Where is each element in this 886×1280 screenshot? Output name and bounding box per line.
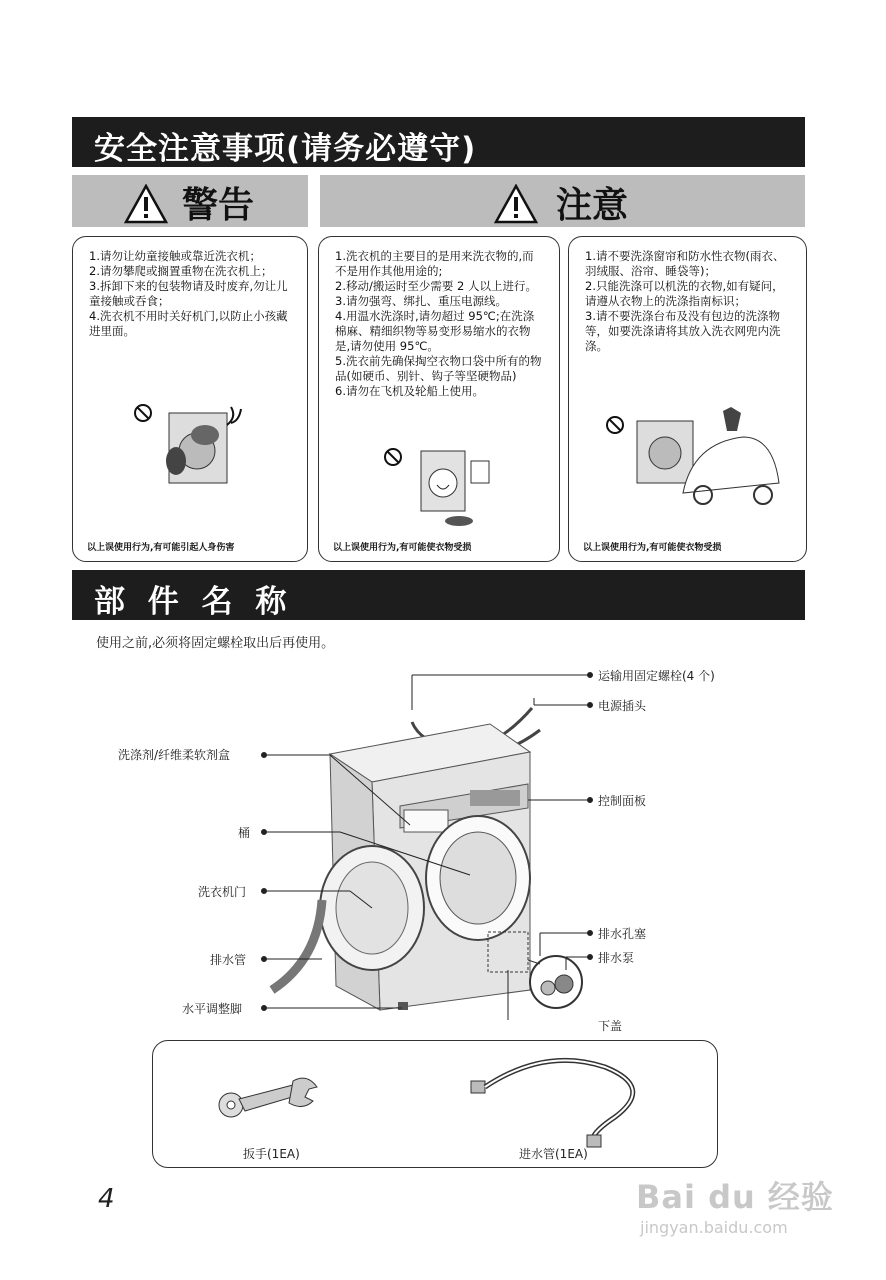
washer-diagram [0, 660, 886, 1020]
watermark [636, 1150, 836, 1250]
label-detergent-box: 洗涤剂/纤维柔软剂盒 [118, 748, 231, 762]
warning-triangle-icon [124, 184, 168, 224]
list-item: 2.请勿攀爬或搁置重物在洗衣机上； [89, 264, 273, 278]
warning-list [89, 249, 293, 339]
warning-bar [72, 175, 308, 227]
accessories-box [152, 1040, 718, 1168]
safety-title-bar [72, 117, 805, 167]
label-control-panel: 控制面板 [598, 794, 647, 808]
warning-label: 警告 [182, 185, 255, 226]
caution-triangle-icon [494, 184, 538, 224]
label-power-plug: 电源插头 [598, 699, 647, 713]
list-item: 2.只能洗涤可以机洗的衣物,如有疑问，请遵从衣物上的洗涤指南标识； [585, 279, 784, 308]
label-door: 洗衣机门 [198, 885, 247, 899]
label-drain-pump: 排水泵 [598, 951, 635, 965]
inlet-hose-caption: 进水管(1EA) [519, 1147, 588, 1161]
watermark-brand: Bai du 经验 [636, 1178, 834, 1216]
label-drain-plug: 排水孔塞 [598, 927, 647, 941]
caution-footer-usage: 以上误使用行为,有可能使衣物受损 [333, 543, 472, 553]
wrench-caption: 扳手(1EA) [243, 1147, 300, 1161]
watermark-url: jingyan.baidu.com [640, 1218, 788, 1237]
parts-intro: 使用之前,必须将固定螺栓取出后再使用。 [96, 636, 335, 651]
parts-title: 部 件 名 称 [94, 584, 293, 620]
list-item: 5.洗衣前先确保掏空衣物口袋中所有的物品(如硬币、别针、钩子等坚硬物品) [335, 354, 542, 383]
list-item: 2.移动/搬运时至少需要 2 人以上进行。 [335, 279, 537, 293]
list-item: 4.用温水洗涤时,请勿超过 95℃;在洗涤棉麻、精细织物等易变形易缩水的衣物是,请勿使用 95℃。 [335, 309, 535, 353]
caution-bar [320, 175, 805, 227]
label-lower-cover: 下盖 [598, 1019, 623, 1033]
safety-title: 安全注意事项(请务必遵守) [94, 131, 477, 167]
list-item: 1.请勿让幼童接触或靠近洗衣机； [89, 249, 261, 263]
caution-box-usage [318, 236, 560, 562]
list-item: 3.请不要洗涤台布及没有包边的洗涤物等，如要洗涤请将其放入洗衣网兜内洗涤。 [585, 309, 781, 353]
page-number: 4 [98, 1184, 115, 1214]
warning-footer: 以上误使用行为,有可能引起人身伤害 [87, 543, 235, 553]
parts-title-bar [72, 570, 805, 620]
label-drum: 桶 [238, 826, 251, 840]
label-leveling-foot: 水平调整脚 [182, 1002, 243, 1016]
list-item: 1.请不要洗涤窗帘和防水性衣物(雨衣、羽绒服、浴帘、睡袋等)； [585, 249, 785, 278]
list-item: 1.洗衣机的主要目的是用来洗衣物的,而不是用作其他用途的; [335, 249, 534, 278]
caution-label: 注意 [556, 185, 629, 226]
washer-covered-motorbike-illustration [603, 403, 783, 507]
label-transport-bolt: 运输用固定螺栓(4 个) [598, 669, 715, 683]
list-item: 3.拆卸下来的包装物请及时废弃,勿让儿童接触或吞食； [89, 279, 288, 308]
caution-list-laundry [585, 249, 792, 354]
washer-crying-illustration [381, 441, 501, 529]
caution-list-usage [335, 249, 545, 399]
list-item: 6.请勿在飞机及轮船上使用。 [335, 384, 484, 398]
wrench-icon [215, 1071, 325, 1121]
child-climbing-illustration [131, 399, 261, 499]
warning-box [72, 236, 308, 562]
list-item: 3.请勿强弯、绑扎、重压电源线。 [335, 294, 507, 308]
label-drain-hose: 排水管 [210, 953, 247, 967]
caution-footer-laundry: 以上误使用行为,有可能使衣物受损 [583, 543, 722, 553]
list-item: 4.洗衣机不用时关好机门,以防止小孩藏进里面。 [89, 309, 288, 338]
caution-box-laundry [568, 236, 807, 562]
inlet-hose-icon [469, 1049, 659, 1149]
